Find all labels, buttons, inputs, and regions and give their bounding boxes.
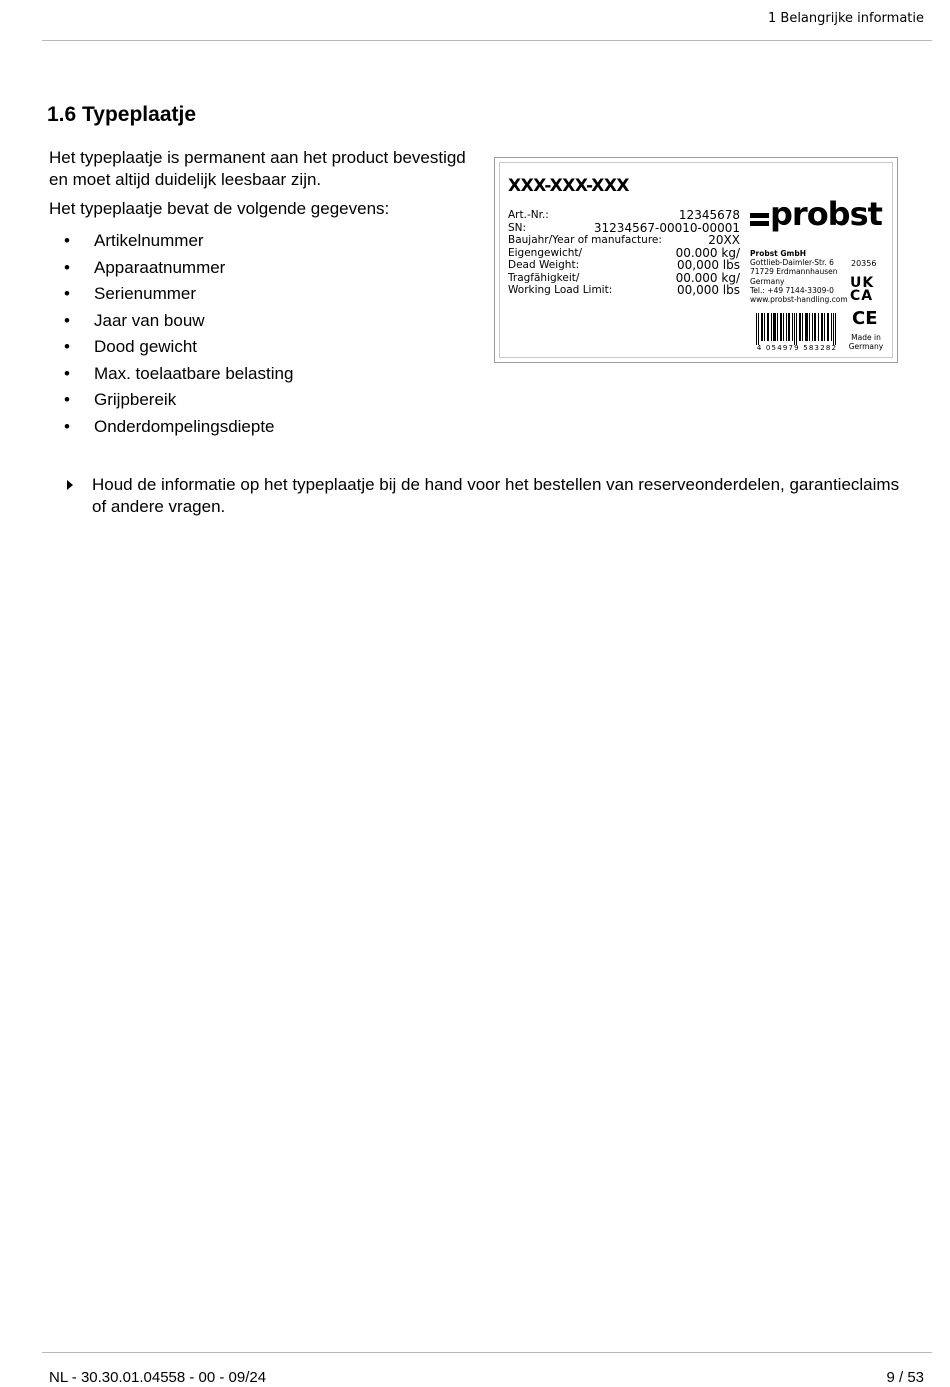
bullet-icon: •	[64, 257, 70, 277]
address-line: Germany	[750, 276, 785, 286]
page-number: 9 / 53	[886, 1369, 924, 1386]
ukca-line: UK	[850, 275, 875, 291]
ukca-line: CA	[850, 288, 874, 304]
plate-row-value: 00.000 kg/	[675, 270, 740, 285]
made-in-line: Germany	[848, 342, 884, 351]
logo-bar-icon	[750, 221, 769, 226]
type-plate-image	[494, 157, 898, 363]
plate-row-label: Tragfähigkeit/	[508, 271, 580, 284]
plate-row-value: 31234567-00010-00001	[593, 220, 740, 235]
plate-row-value: 00,000 lbs	[676, 283, 740, 297]
data-list	[49, 229, 293, 441]
footer-divider	[42, 1352, 932, 1353]
list-item	[49, 415, 293, 442]
intro-paragraph-2: Het typeplaatje bevat de volgende gegevens:	[49, 199, 390, 218]
instruction-text: Houd de informatie op het typeplaatje bij de hand voor het bestellen van reserveonderdelen, garantieclaims of andere vragen.	[92, 475, 900, 516]
plate-row-label: Eigengewicht/	[508, 246, 583, 259]
made-in-line: Made in	[851, 333, 881, 342]
list-item	[49, 229, 293, 256]
plate-row-label: Baujahr/Year of manufacture:	[508, 234, 662, 246]
plate-row-value: 00,000 lbs	[676, 258, 740, 272]
bullet-icon: •	[64, 284, 70, 303]
address-line: Gottlieb-Daimler-Str. 6	[750, 258, 834, 268]
list-item	[49, 309, 293, 336]
arrow-right-icon	[67, 480, 73, 490]
instruction-note	[67, 474, 907, 518]
barcode-digits: 4 054979 583282	[756, 344, 838, 351]
list-item-label: Apparaatnummer	[94, 257, 226, 277]
list-item-label: Artikelnummer	[94, 231, 204, 250]
plate-row-value: 12345678	[678, 208, 740, 222]
ce-mark-icon: CE	[852, 308, 878, 329]
plate-row	[508, 209, 740, 222]
list-item	[49, 335, 293, 362]
ukca-mark-icon	[850, 277, 874, 303]
address-line: www.probst-handling.com	[750, 295, 848, 305]
list-item	[49, 388, 293, 415]
bullet-icon: •	[64, 231, 70, 250]
plate-row-label: Working Load Limit:	[508, 284, 613, 296]
bullet-icon: •	[64, 310, 70, 330]
plate-code: 20356	[851, 259, 877, 268]
plate-row	[508, 234, 740, 247]
plate-address	[750, 249, 848, 304]
plate-row	[508, 284, 740, 297]
list-item-label: Max. toelaatbare belasting	[94, 363, 294, 383]
list-item-label: Jaar van bouw	[94, 310, 205, 330]
address-line: Tel.: +49 7144-3309-0	[750, 285, 834, 295]
plate-row	[508, 222, 740, 235]
plate-row-label: Art.-Nr.:	[508, 209, 549, 221]
plate-row-value: 00.000 kg/	[675, 245, 740, 260]
list-item	[49, 256, 293, 283]
bullet-icon: •	[64, 390, 70, 409]
bullet-icon: •	[64, 363, 70, 383]
running-header: 1 Belangrijke informatie	[768, 11, 924, 26]
type-plate	[499, 162, 893, 358]
bullet-icon: •	[64, 337, 70, 356]
logo-bar-icon	[750, 213, 769, 218]
plate-row-value: 20XX	[708, 233, 740, 247]
plate-row	[508, 259, 740, 272]
list-item	[49, 362, 293, 389]
address-line: 71729 Erdmannhausen	[750, 267, 838, 277]
intro-paragraph-1: Het typeplaatje is permanent aan het product bevestigd en moet altijd duidelijk leesbaar zijn.	[49, 148, 466, 189]
list-item-label: Dood gewicht	[94, 337, 198, 356]
list-item	[49, 282, 293, 309]
address-line: Probst GmbH	[750, 249, 806, 258]
plate-model: XXX-XXX-XXX	[508, 176, 630, 196]
section-title: 1.6 Typeplaatje	[47, 103, 197, 126]
list-item-label: Serienummer	[94, 284, 197, 303]
plate-row-label: Dead Weight:	[508, 259, 580, 271]
list-item-label: Grijpbereik	[94, 390, 177, 409]
bullet-icon: •	[64, 416, 70, 436]
plate-row-label: SN:	[508, 221, 527, 234]
header-divider	[42, 40, 932, 41]
barcode-icon	[750, 313, 845, 351]
document-id: NL - 30.30.01.04558 - 00 - 09/24	[49, 1369, 267, 1386]
list-item-label: Onderdompelingsdiepte	[94, 416, 275, 436]
plate-data-rows	[508, 209, 740, 297]
made-in-label	[847, 333, 885, 351]
logo-wordmark: probst	[770, 195, 882, 233]
